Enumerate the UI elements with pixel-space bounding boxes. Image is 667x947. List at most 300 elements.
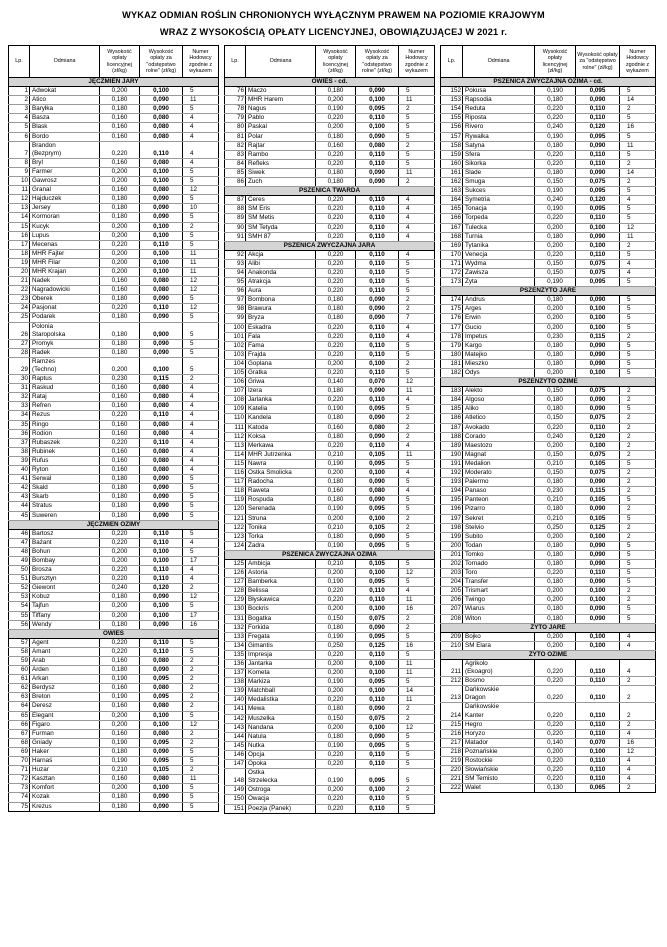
row-number: 44 bbox=[9, 502, 30, 511]
breeder-number: 12 bbox=[399, 378, 435, 387]
exemption-fee: 0,110 bbox=[356, 750, 399, 759]
table-row bbox=[9, 675, 219, 684]
row-number: 141 bbox=[225, 705, 246, 714]
license-fee: 0,180 bbox=[100, 475, 140, 484]
variety-name: Merkawa bbox=[246, 441, 316, 450]
table-row bbox=[9, 267, 219, 276]
license-fee: 0,220 bbox=[316, 232, 356, 241]
exemption-fee: 0,075 bbox=[576, 450, 620, 459]
license-fee: 0,160 bbox=[100, 402, 140, 411]
row-number: 128 bbox=[225, 587, 246, 596]
exemption-fee: 0,090 bbox=[140, 96, 183, 105]
variety-name: Bosmo bbox=[463, 677, 535, 686]
variety-name: Walet bbox=[463, 784, 535, 793]
breeder-number: 5 bbox=[620, 369, 656, 378]
variety-name: Natula bbox=[246, 732, 316, 741]
variety-name: Rivero bbox=[463, 123, 535, 132]
breeder-number: 2 bbox=[399, 432, 435, 441]
row-number: 200 bbox=[441, 541, 463, 550]
breeder-number: 4 bbox=[183, 132, 219, 141]
license-fee: 0,180 bbox=[316, 414, 356, 423]
table-row bbox=[441, 423, 656, 432]
row-number: 208 bbox=[441, 614, 463, 623]
breeder-number: 5 bbox=[183, 493, 219, 502]
license-fee: 0,220 bbox=[316, 250, 356, 259]
variety-name: Mieszko bbox=[463, 359, 535, 368]
row-number: 135 bbox=[225, 650, 246, 659]
row-number: 103 bbox=[225, 350, 246, 359]
table-row bbox=[225, 496, 435, 505]
variety-name: Rapsodia bbox=[463, 96, 535, 105]
exemption-fee: 0,100 bbox=[140, 720, 183, 729]
exemption-fee: 0,110 bbox=[356, 396, 399, 405]
table-row bbox=[9, 447, 219, 456]
breeder-number: 14 bbox=[399, 687, 435, 696]
breeder-number: 11 bbox=[399, 387, 435, 396]
license-fee: 0,160 bbox=[100, 132, 140, 141]
variety-name: Jarlanka bbox=[246, 396, 316, 405]
row-number: 99 bbox=[225, 314, 246, 323]
license-fee: 0,180 bbox=[100, 213, 140, 222]
breeder-number: 5 bbox=[183, 213, 219, 222]
variety-name: Pizarro bbox=[463, 505, 535, 514]
breeder-number: 5 bbox=[620, 405, 656, 414]
variety-name-line1: Ostka bbox=[248, 769, 265, 777]
variety-name: Wydma bbox=[463, 259, 535, 268]
exemption-fee: 0,090 bbox=[140, 493, 183, 502]
breeder-number: 4 bbox=[399, 441, 435, 450]
exemption-fee: 0,090 bbox=[576, 614, 620, 623]
table-row bbox=[441, 387, 656, 396]
breeder-number: 2 bbox=[183, 584, 219, 593]
table-row bbox=[9, 304, 219, 313]
license-fee: 0,180 bbox=[316, 87, 356, 96]
exemption-fee: 0,095 bbox=[140, 738, 183, 747]
license-fee: 0,220 bbox=[535, 159, 576, 168]
license-fee: 0,180 bbox=[316, 532, 356, 541]
variety-name: Amant bbox=[30, 647, 100, 656]
document-title: WYKAZ ODMIAN ROŚLIN CHRONIONYCH WYŁĄCZNYM PRAWEM NA POZIOMIE KRAJOWYM bbox=[122, 10, 545, 20]
exemption-fee: 0,115 bbox=[576, 487, 620, 496]
table-row bbox=[225, 750, 435, 759]
variety-name-line2: (Techno) bbox=[32, 366, 57, 373]
table-row bbox=[225, 150, 435, 159]
breeder-number: 5 bbox=[183, 529, 219, 538]
variety-name: Slade bbox=[463, 168, 535, 177]
variety-name: Hegro bbox=[463, 720, 535, 729]
breeder-number: 2 bbox=[620, 241, 656, 250]
breeder-number: 11 bbox=[620, 141, 656, 150]
breeder-number: 5 bbox=[183, 757, 219, 766]
variety-name: Aliko bbox=[463, 405, 535, 414]
row-number: 4 bbox=[9, 114, 30, 123]
variety-name: Rubinek bbox=[30, 447, 100, 456]
variety-name: Breton bbox=[30, 693, 100, 702]
breeder-number: 5 bbox=[620, 150, 656, 159]
breeder-number: 2 bbox=[620, 178, 656, 187]
breeder-number: 11 bbox=[399, 660, 435, 669]
license-fee: 0,180 bbox=[316, 296, 356, 305]
exemption-fee: 0,075 bbox=[576, 268, 620, 277]
license-fee: 0,180 bbox=[535, 559, 576, 568]
table-row bbox=[225, 795, 435, 804]
row-number: 51 bbox=[9, 575, 30, 584]
license-fee: 0,220 bbox=[535, 660, 576, 677]
license-fee: 0,200 bbox=[535, 641, 576, 650]
table-row bbox=[441, 514, 656, 523]
variety-name-line1: Ramzes bbox=[32, 357, 56, 365]
exemption-fee: 0,090 bbox=[576, 168, 620, 177]
license-fee: 0,160 bbox=[100, 420, 140, 429]
table-row bbox=[9, 411, 219, 420]
table-row bbox=[9, 231, 219, 240]
row-number: 80 bbox=[225, 123, 246, 132]
license-fee: 0,200 bbox=[316, 786, 356, 795]
license-fee: 0,180 bbox=[535, 350, 576, 359]
variety-name: Gimantis bbox=[246, 641, 316, 650]
exemption-fee: 0,110 bbox=[140, 141, 183, 158]
breeder-number: 4 bbox=[620, 766, 656, 775]
variety-name: Kandela bbox=[246, 414, 316, 423]
row-number: 122 bbox=[225, 523, 246, 532]
table-row bbox=[225, 378, 435, 387]
license-fee: 0,180 bbox=[535, 341, 576, 350]
table-row bbox=[225, 804, 435, 813]
table-row bbox=[9, 348, 219, 357]
row-number: 121 bbox=[225, 514, 246, 523]
exemption-fee: 0,105 bbox=[576, 514, 620, 523]
row-number: 116 bbox=[225, 469, 246, 478]
variety-name: Atletico bbox=[463, 414, 535, 423]
table-row bbox=[441, 541, 656, 550]
document-subtitle: WRAZ Z WYSOKOŚCIĄ OPŁATY LICENCYJNEJ, OBOWIĄZUJĄCEJ W 2021 r. bbox=[159, 27, 508, 37]
license-fee: 0,180 bbox=[316, 705, 356, 714]
breeder-number: 5 bbox=[183, 240, 219, 249]
license-fee: 0,220 bbox=[535, 114, 576, 123]
license-fee: 0,180 bbox=[316, 168, 356, 177]
table-row bbox=[225, 514, 435, 523]
variety-name: Tajfun bbox=[30, 602, 100, 611]
variety-name: Rubaszek bbox=[30, 438, 100, 447]
variety-name: Bartosz bbox=[30, 529, 100, 538]
section-row bbox=[441, 623, 656, 632]
breeder-number: 4 bbox=[399, 396, 435, 405]
table-row bbox=[225, 723, 435, 732]
breeder-number: 5 bbox=[399, 87, 435, 96]
breeder-number: 2 bbox=[399, 105, 435, 114]
variety-name: Tulecka bbox=[463, 223, 535, 232]
exemption-fee: 0,090 bbox=[356, 414, 399, 423]
row-number: 84 bbox=[225, 159, 246, 168]
table-row bbox=[225, 396, 435, 405]
license-fee: 0,240 bbox=[535, 432, 576, 441]
breeder-number: 5 bbox=[183, 475, 219, 484]
row-number: 201 bbox=[441, 550, 463, 559]
breeder-number: 5 bbox=[399, 369, 435, 378]
breeder-number: 5 bbox=[399, 114, 435, 123]
exemption-fee: 0,090 bbox=[140, 511, 183, 520]
exemption-fee: 0,110 bbox=[140, 529, 183, 538]
variety-name: SMH 87 bbox=[246, 232, 316, 241]
table-row bbox=[9, 123, 219, 132]
license-fee: 0,180 bbox=[535, 541, 576, 550]
table-row bbox=[225, 596, 435, 605]
exemption-fee: 0,095 bbox=[140, 757, 183, 766]
variety-name: Sfera bbox=[463, 150, 535, 159]
table-row bbox=[9, 384, 219, 393]
license-fee: 0,200 bbox=[100, 167, 140, 176]
table-row bbox=[9, 213, 219, 222]
variety-name-line2: Kanter bbox=[465, 711, 484, 719]
exemption-fee: 0,100 bbox=[140, 556, 183, 565]
table-row bbox=[9, 277, 219, 286]
license-fee: 0,200 bbox=[535, 747, 576, 756]
license-fee: 0,200 bbox=[316, 723, 356, 732]
breeder-number: 5 bbox=[399, 350, 435, 359]
header-odstepstwo: Wysokość opłaty za "odstępstwo rolne" (zł/kg) bbox=[356, 46, 399, 78]
variety-name: Koksa bbox=[246, 432, 316, 441]
breeder-number: 4 bbox=[399, 232, 435, 241]
variety-name: Deresz bbox=[30, 702, 100, 711]
breeder-number: 14 bbox=[620, 168, 656, 177]
table-row bbox=[9, 357, 219, 374]
header-oplata: Wysokość opłaty licencyjnej (zł/kg) bbox=[535, 46, 576, 78]
exemption-fee: 0,100 bbox=[140, 249, 183, 258]
row-number: 115 bbox=[225, 459, 246, 468]
exemption-fee: 0,095 bbox=[356, 459, 399, 468]
exemption-fee: 0,110 bbox=[576, 114, 620, 123]
row-number: 8 bbox=[9, 158, 30, 167]
license-fee: 0,190 bbox=[100, 757, 140, 766]
breeder-number: 2 bbox=[399, 786, 435, 795]
table-row bbox=[441, 478, 656, 487]
exemption-fee: 0,090 bbox=[140, 666, 183, 675]
exemption-fee: 0,080 bbox=[140, 286, 183, 295]
varieties-table-3 bbox=[440, 45, 656, 793]
exemption-fee: 0,090 bbox=[356, 87, 399, 96]
variety-name: Kozak bbox=[30, 793, 100, 802]
variety-name: Twingo bbox=[463, 596, 535, 605]
row-number: 78 bbox=[225, 105, 246, 114]
row-number: 198 bbox=[441, 523, 463, 532]
table-row bbox=[441, 323, 656, 332]
breeder-number: 2 bbox=[620, 396, 656, 405]
license-fee: 0,160 bbox=[100, 702, 140, 711]
exemption-fee: 0,090 bbox=[356, 705, 399, 714]
breeder-number: 2 bbox=[183, 684, 219, 693]
row-number: 216 bbox=[441, 729, 463, 738]
exemption-fee: 0,090 bbox=[140, 484, 183, 493]
license-fee: 0,160 bbox=[100, 186, 140, 195]
license-fee: 0,180 bbox=[316, 178, 356, 187]
variety-name: Turnia bbox=[463, 232, 535, 241]
breeder-number: 5 bbox=[620, 187, 656, 196]
license-fee: 0,180 bbox=[316, 496, 356, 505]
breeder-number: 4 bbox=[183, 566, 219, 575]
exemption-fee: 0,110 bbox=[356, 232, 399, 241]
table-row bbox=[9, 802, 219, 811]
table-row bbox=[441, 738, 656, 747]
row-number: 48 bbox=[9, 547, 30, 556]
license-fee: 0,160 bbox=[100, 393, 140, 402]
table-row bbox=[225, 132, 435, 141]
row-number: 117 bbox=[225, 478, 246, 487]
breeder-number: 12 bbox=[183, 593, 219, 602]
breeder-number: 5 bbox=[620, 550, 656, 559]
license-fee: 0,200 bbox=[100, 222, 140, 231]
table-row bbox=[225, 314, 435, 323]
breeder-number: 5 bbox=[183, 484, 219, 493]
table-row bbox=[441, 450, 656, 459]
breeder-number: 5 bbox=[183, 231, 219, 240]
exemption-fee: 0,100 bbox=[356, 786, 399, 795]
license-fee: 0,220 bbox=[316, 205, 356, 214]
variety-name: Arkan bbox=[30, 675, 100, 684]
table-row bbox=[9, 475, 219, 484]
exemption-fee: 0,110 bbox=[356, 278, 399, 287]
breeder-number: 4 bbox=[183, 466, 219, 475]
row-number: 3 bbox=[9, 105, 30, 114]
license-fee: 0,220 bbox=[316, 587, 356, 596]
exemption-fee: 0,110 bbox=[576, 686, 620, 703]
exemption-fee: 0,090 bbox=[576, 359, 620, 368]
row-number: 97 bbox=[225, 296, 246, 305]
breeder-number: 2 bbox=[620, 478, 656, 487]
table-row bbox=[225, 641, 435, 650]
table-row bbox=[9, 638, 219, 647]
table-row bbox=[9, 729, 219, 738]
license-fee: 0,220 bbox=[316, 268, 356, 277]
row-number: 13 bbox=[9, 204, 30, 213]
table-row bbox=[225, 669, 435, 678]
exemption-fee: 0,090 bbox=[576, 478, 620, 487]
license-fee: 0,160 bbox=[100, 384, 140, 393]
row-number: 15 bbox=[9, 222, 30, 231]
exemption-fee: 0,110 bbox=[576, 775, 620, 784]
row-number: 107 bbox=[225, 387, 246, 396]
exemption-fee: 0,090 bbox=[356, 132, 399, 141]
exemption-fee: 0,090 bbox=[140, 339, 183, 348]
exemption-fee: 0,110 bbox=[356, 760, 399, 769]
section-header: PSZENICA ZWYCZAJNA JARA bbox=[225, 241, 435, 250]
license-fee: 0,160 bbox=[100, 657, 140, 666]
exemption-fee: 0,080 bbox=[140, 775, 183, 784]
row-number: 2 bbox=[9, 96, 30, 105]
license-fee: 0,160 bbox=[100, 447, 140, 456]
section-row bbox=[441, 287, 656, 296]
variety-name-line1: Dańkowskie bbox=[465, 703, 499, 711]
license-fee: 0,180 bbox=[316, 132, 356, 141]
variety-name-line2: Strzelecka bbox=[248, 777, 278, 785]
variety-name: Kormoran bbox=[30, 213, 100, 222]
variety-name: MHR Krajan bbox=[30, 267, 100, 276]
varieties-table-1 bbox=[8, 45, 219, 812]
license-fee: 0,160 bbox=[100, 158, 140, 167]
variety-name: Bombay bbox=[30, 556, 100, 565]
license-fee: 0,180 bbox=[535, 614, 576, 623]
variety-name: Rajtar bbox=[246, 141, 316, 150]
section-row bbox=[441, 378, 656, 387]
exemption-fee: 0,110 bbox=[140, 575, 183, 584]
breeder-number: 2 bbox=[399, 423, 435, 432]
row-number: 70 bbox=[9, 757, 30, 766]
variety-name: Katoda bbox=[246, 423, 316, 432]
license-fee: 0,220 bbox=[316, 214, 356, 223]
table-row bbox=[441, 505, 656, 514]
table-row bbox=[441, 396, 656, 405]
variety-name: SM Eris bbox=[246, 205, 316, 214]
breeder-number: 5 bbox=[399, 795, 435, 804]
table-row bbox=[441, 559, 656, 568]
breeder-number: 12 bbox=[399, 723, 435, 732]
license-fee: 0,200 bbox=[316, 569, 356, 578]
table-row bbox=[225, 369, 435, 378]
table-row bbox=[9, 177, 219, 186]
breeder-number: 11 bbox=[183, 775, 219, 784]
breeder-number: 4 bbox=[183, 384, 219, 393]
exemption-fee: 0,080 bbox=[140, 277, 183, 286]
variety-name: Granal bbox=[30, 186, 100, 195]
exemption-fee: 0,110 bbox=[356, 250, 399, 259]
license-fee: 0,140 bbox=[316, 378, 356, 387]
row-number: 31 bbox=[9, 384, 30, 393]
table-row bbox=[9, 295, 219, 304]
row-number: 76 bbox=[225, 87, 246, 96]
variety-name: Subito bbox=[463, 532, 535, 541]
variety-name: Rataj bbox=[30, 393, 100, 402]
license-fee: 0,200 bbox=[100, 357, 140, 374]
breeder-number: 11 bbox=[183, 258, 219, 267]
breeder-number: 2 bbox=[620, 432, 656, 441]
exemption-fee: 0,080 bbox=[356, 423, 399, 432]
exemption-fee: 0,090 bbox=[140, 204, 183, 213]
variety-name: Kucyk bbox=[30, 222, 100, 231]
breeder-number: 10 bbox=[183, 204, 219, 213]
table-row bbox=[225, 569, 435, 578]
exemption-fee: 0,100 bbox=[576, 241, 620, 250]
variety-name: Adwokat bbox=[30, 87, 100, 96]
row-number: 89 bbox=[225, 214, 246, 223]
row-number: 14 bbox=[9, 213, 30, 222]
exemption-fee: 0,090 bbox=[140, 793, 183, 802]
row-number: 90 bbox=[225, 223, 246, 232]
row-number: 215 bbox=[441, 720, 463, 729]
table-row bbox=[225, 268, 435, 277]
table-row bbox=[225, 469, 435, 478]
variety-name: Serenada bbox=[246, 505, 316, 514]
exemption-fee: 0,090 bbox=[576, 350, 620, 359]
table-row bbox=[225, 523, 435, 532]
variety-name: Rostockie bbox=[463, 757, 535, 766]
table-row bbox=[9, 456, 219, 465]
table-row bbox=[441, 459, 656, 468]
header-numer: Numer Hodowcy zgodnie z wykazem bbox=[183, 46, 219, 78]
license-fee: 0,180 bbox=[535, 478, 576, 487]
table-row bbox=[441, 487, 656, 496]
exemption-fee: 0,110 bbox=[356, 804, 399, 813]
breeder-number: 4 bbox=[620, 729, 656, 738]
row-number: 55 bbox=[9, 611, 30, 620]
row-number: 109 bbox=[225, 405, 246, 414]
license-fee: 0,180 bbox=[100, 493, 140, 502]
breeder-number: 2 bbox=[399, 523, 435, 532]
variety-name: Polar bbox=[246, 132, 316, 141]
exemption-fee: 0,090 bbox=[140, 802, 183, 811]
section-header: OWIES bbox=[9, 629, 219, 638]
exemption-fee: 0,100 bbox=[356, 96, 399, 105]
row-number: 96 bbox=[225, 287, 246, 296]
variety-name: Raskud bbox=[30, 384, 100, 393]
